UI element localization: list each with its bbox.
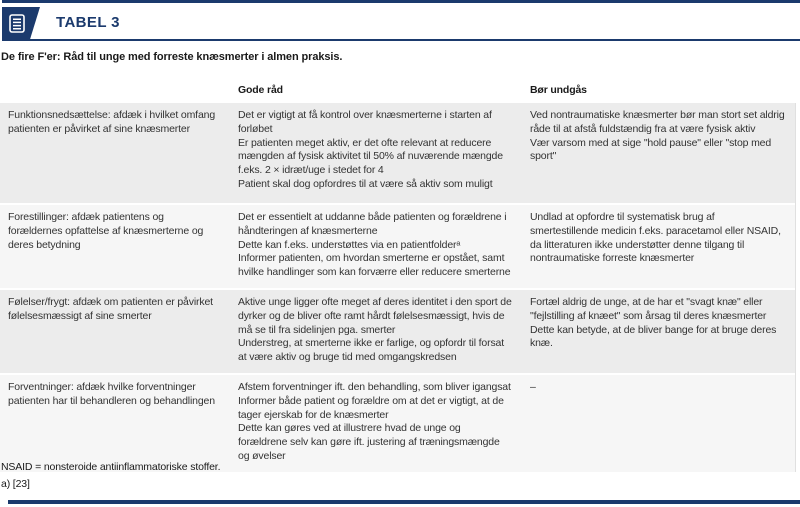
column-header-bor-undgas: Bør undgås (530, 84, 587, 96)
column-header-gode-rad: Gode råd (238, 84, 283, 96)
gode-rad-cell: Aktive unge ligger ofte meget af deres identitet i den sport de dyrker og de bliver ofte ramt hårdt følelsesmæssigt, hvis de må se til fra sidelinjen pga. smerter Understreg, at smerterne ikke er farlige, og opfordr til forsat at være aktiv og bruge tid med omgangskredsen (230, 290, 522, 373)
table-row (0, 205, 795, 288)
footnote-nsaid: NSAID = nonsteroide antiinflammatoriske stoffer. (1, 461, 221, 473)
bor-undgas-cell: Undlad at opfordre til systematisk brug af smertestillende medicin f.eks. paracetamol eller NSAID, da litteraturen ikke understøtter denne tilgang til nontraumatiske forreste knæsmerter (522, 205, 795, 288)
bor-undgas-cell: – (522, 375, 795, 472)
table-row (0, 103, 795, 203)
table-row (0, 290, 795, 373)
table-subtitle: De fire F'er: Råd til unge med forreste knæsmerter i almen praksis. (1, 51, 343, 63)
table-body (0, 103, 796, 472)
row-label-cell: Funktionsnedsættelse: afdæk i hvilket omfang patienten er påvirket af sine knæsmerter (0, 103, 230, 203)
document-table-icon (9, 14, 25, 33)
table-title: TABEL 3 (56, 14, 120, 31)
footnote-reference: a) [23] (1, 477, 30, 490)
bor-undgas-cell: Fortæl aldrig de unge, at de har et "svagt knæ" eller "fejlstilling af knæet" som årsag til deres knæsmerter Dette kan betyde, at de bliver bange for at bruge deres knæ. (522, 290, 795, 373)
gode-rad-cell: Det er vigtigt at få kontrol over knæsmerterne i starten af forløbet Er patienten meget aktiv, er det ofte relevant at reducere mængden af fysisk aktivitet til 50% af nuværende mængde f.eks. 2 × idræt/uge i stedet for 4 Patient skal dog opfordres til at være så aktiv som muligt (230, 103, 522, 203)
table (0, 80, 796, 474)
bor-undgas-cell: Ved nontraumatiske knæsmerter bør man stort set aldrig råde til at afstå fuldstændig fra at være fysisk aktiv Vær varsom med at sige "hold pause" eller "stop med sport" (522, 103, 795, 203)
header-icon-flag (2, 7, 40, 39)
bottom-rule (8, 500, 800, 504)
table-header-band (0, 0, 800, 41)
row-label-cell: Forventninger: afdæk hvilke forventninger patienten har til behandleren og behandlingen (0, 375, 230, 472)
gode-rad-cell: Afstem forventninger ift. den behandling, som bliver igangsat Informer både patient og forældre om at det er vigtigt, at de tager ejerskab for de knæsmerter Dette kan gøres ved at illustrere hvad de unge og forældrene selv kan gøre ift. justering af træningsmængde og øvelser (230, 375, 522, 472)
gode-rad-cell: Det er essentielt at uddanne både patienten og forældrene i håndteringen af knæsmerterne Dette kan f.eks. understøttes via en patientfolderᵃ Informer patienten, om hvordan smerterne er opstået, samt hvilke handlinger som kan forværre eller reducere smerterne (230, 205, 522, 288)
column-header-row (0, 80, 796, 103)
column-header-empty (0, 84, 230, 96)
footnotes (1, 459, 220, 492)
table-row (0, 375, 795, 472)
row-label-cell: Følelser/frygt: afdæk om patienten er påvirket følelsesmæssigt af sine smerter (0, 290, 230, 373)
row-label-cell: Forestillinger: afdæk patientens og forældernes opfattelse af knæsmerterne og deres betydning (0, 205, 230, 288)
header-rule (2, 39, 800, 41)
